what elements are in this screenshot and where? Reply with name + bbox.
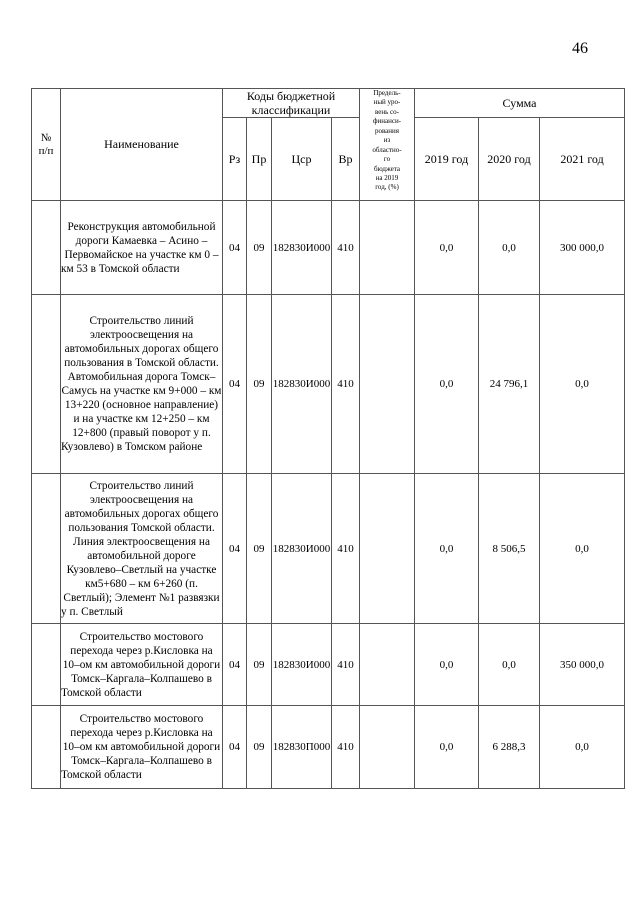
header-csr: Цср: [272, 118, 332, 201]
page-number: 46: [572, 40, 588, 57]
row-number: [32, 474, 61, 624]
table-row: [32, 295, 625, 474]
header-pr: Пр: [247, 118, 272, 201]
row-share: [360, 706, 415, 789]
row-2019: 0,0: [415, 706, 479, 789]
table-row: [32, 474, 625, 624]
row-share: [360, 474, 415, 624]
row-pr: 09: [247, 624, 272, 706]
row-csr: 182830И000: [272, 295, 332, 474]
row-share: [360, 624, 415, 706]
row-pr: 09: [247, 295, 272, 474]
header-year-2020: 2020 год: [479, 118, 540, 201]
table-row: [32, 624, 625, 706]
row-csr: 182830П000: [272, 706, 332, 789]
row-number: [32, 624, 61, 706]
row-2021: 0,0: [540, 474, 625, 624]
row-name: Строительство линий электроосвещения на автомобильных дорогах общего пользования Томской области. Линия электроосвещения на автомобильной дороге Кузовлево–Светлый на участке км5+680 – км 6+260 (п. Светлый); Элемент №1 развязки у п. Светлый: [61, 474, 223, 624]
row-name: Реконструкция автомобильной дороги Камаевка – Асино – Первомайское на участке км 0 – км 53 в Томской области: [61, 201, 223, 295]
row-vr: 410: [332, 201, 360, 295]
header-vr: Вр: [332, 118, 360, 201]
row-pr: 09: [247, 201, 272, 295]
row-share: [360, 295, 415, 474]
header-year-2019: 2019 год: [415, 118, 479, 201]
row-vr: 410: [332, 624, 360, 706]
header-name: Наименование: [61, 89, 223, 201]
row-name: Строительство линий электроосвещения на автомобильных дорогах общего пользования в Томской области. Автомобильная дорога Томск–Самусь на участке км 9+000 – км 13+220 (основное направление) и на участке км 12+250 – км 12+800 (правый поворот у п. Кузовлево) в Томском районе: [61, 295, 223, 474]
row-2020: 24 796,1: [479, 295, 540, 474]
row-share: [360, 201, 415, 295]
row-2020: 6 288,3: [479, 706, 540, 789]
row-2019: 0,0: [415, 201, 479, 295]
row-number: [32, 201, 61, 295]
row-2020: 8 506,5: [479, 474, 540, 624]
header-sum-group: Сумма: [415, 89, 625, 118]
row-rz: 04: [223, 706, 247, 789]
row-number: [32, 706, 61, 789]
header-rz: Рз: [223, 118, 247, 201]
row-2019: 0,0: [415, 295, 479, 474]
row-rz: 04: [223, 295, 247, 474]
row-name: Строительство мостового перехода через р.Кисловка на 10–ом км автомобильной дороги Томск–Каргала–Колпашево в Томской области: [61, 706, 223, 789]
header-year-2021: 2021 год: [540, 118, 625, 201]
row-2019: 0,0: [415, 624, 479, 706]
row-csr: 182830И000: [272, 474, 332, 624]
row-rz: 04: [223, 201, 247, 295]
header-cofinancing-share: Предель- ный уро- вень со- финанси- рования из областно- го бюджета на 2019 год, (%): [360, 89, 415, 201]
row-csr: 182830И000: [272, 201, 332, 295]
row-csr: 182830И000: [272, 624, 332, 706]
row-2021: 0,0: [540, 706, 625, 789]
row-rz: 04: [223, 474, 247, 624]
row-2020: 0,0: [479, 201, 540, 295]
row-vr: 410: [332, 295, 360, 474]
row-2021: 350 000,0: [540, 624, 625, 706]
row-rz: 04: [223, 624, 247, 706]
row-vr: 410: [332, 474, 360, 624]
row-2021: 300 000,0: [540, 201, 625, 295]
table-row: [32, 201, 625, 295]
row-pr: 09: [247, 706, 272, 789]
row-2019: 0,0: [415, 474, 479, 624]
table-row: [32, 706, 625, 789]
row-2020: 0,0: [479, 624, 540, 706]
row-pr: 09: [247, 474, 272, 624]
budget-table: [31, 88, 625, 789]
header-codes-group: Коды бюджетной классификации: [223, 89, 360, 118]
row-2021: 0,0: [540, 295, 625, 474]
row-vr: 410: [332, 706, 360, 789]
row-number: [32, 295, 61, 474]
header-num: № п/п: [32, 89, 61, 201]
row-name: Строительство мостового перехода через р.Кисловка на 10–ом км автомобильной дороги Томск–Каргала–Колпашево в Томской области: [61, 624, 223, 706]
